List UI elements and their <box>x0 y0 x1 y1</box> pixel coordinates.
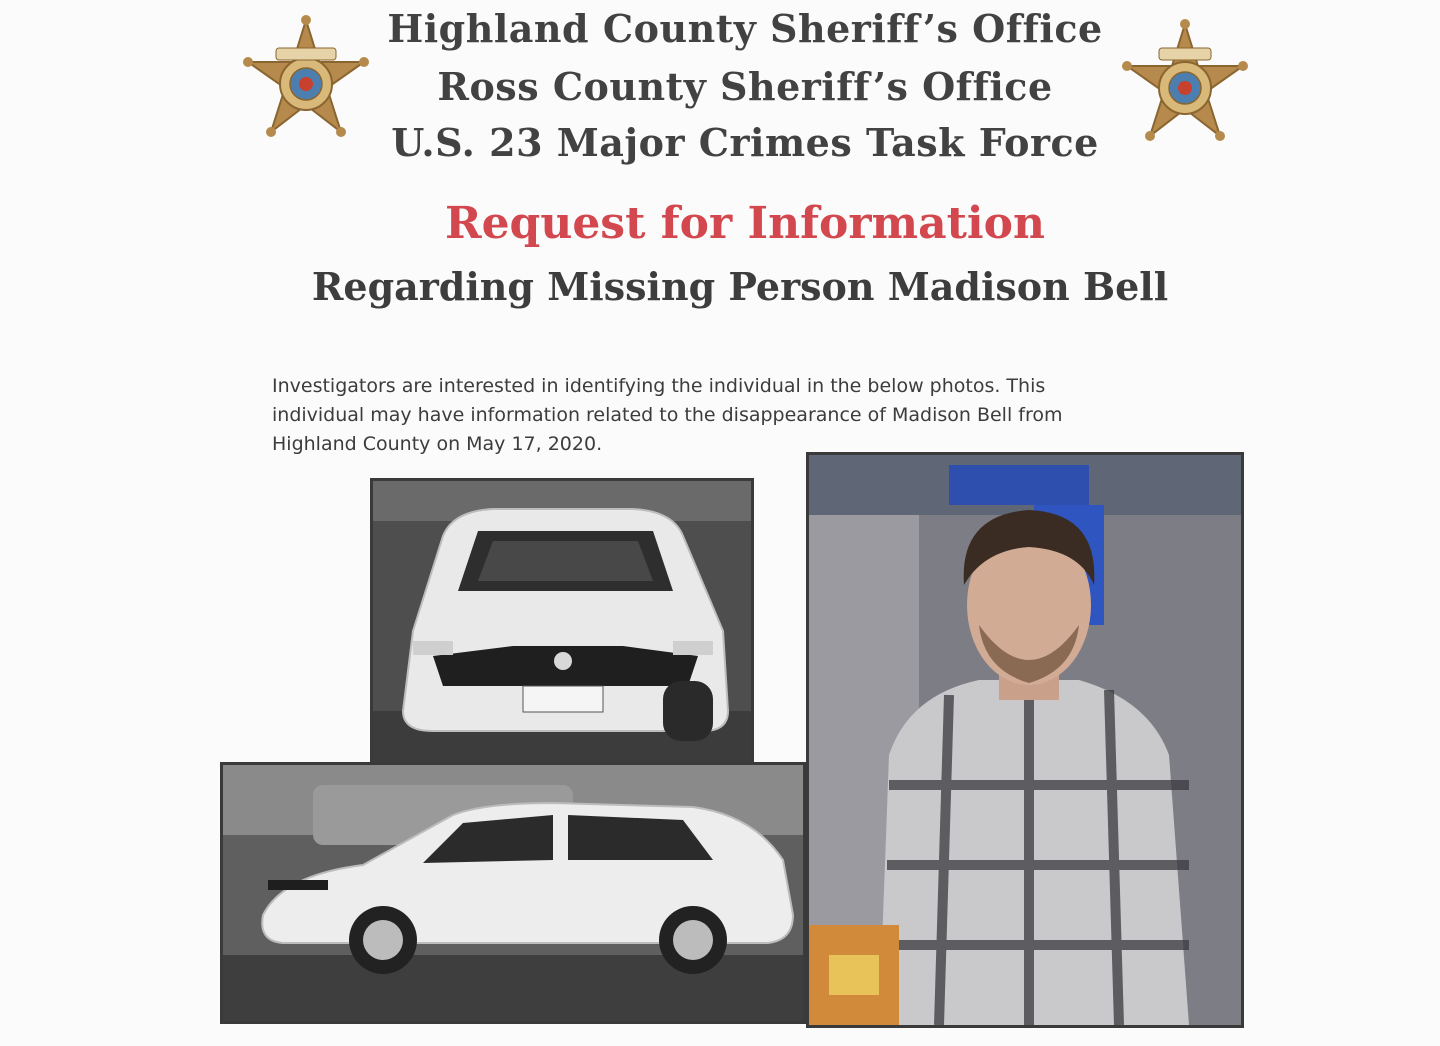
agency-title-highland: Highland County Sheriff’s Office <box>387 6 1103 51</box>
car-side-photo <box>220 762 806 1024</box>
headline-request-for-information: Request for Information <box>445 198 1045 249</box>
agency-title-ross: Ross County Sheriff’s Office <box>437 64 1053 109</box>
intro-paragraph <box>272 372 1192 459</box>
intro-line-1: Investigators are interested in identifying the individual in the below photos. This <box>272 375 1046 397</box>
car-front-photo <box>370 478 754 778</box>
agency-title-task-force: U.S. 23 Major Crimes Task Force <box>391 120 1099 165</box>
person-photo <box>806 452 1244 1028</box>
subhead-missing-person: Regarding Missing Person Madison Bell <box>311 264 1169 309</box>
intro-line-3: Highland County on May 17, 2020. <box>272 433 603 455</box>
intro-line-2: individual may have information related to the disappearance of Madison Bell from <box>272 404 1063 426</box>
